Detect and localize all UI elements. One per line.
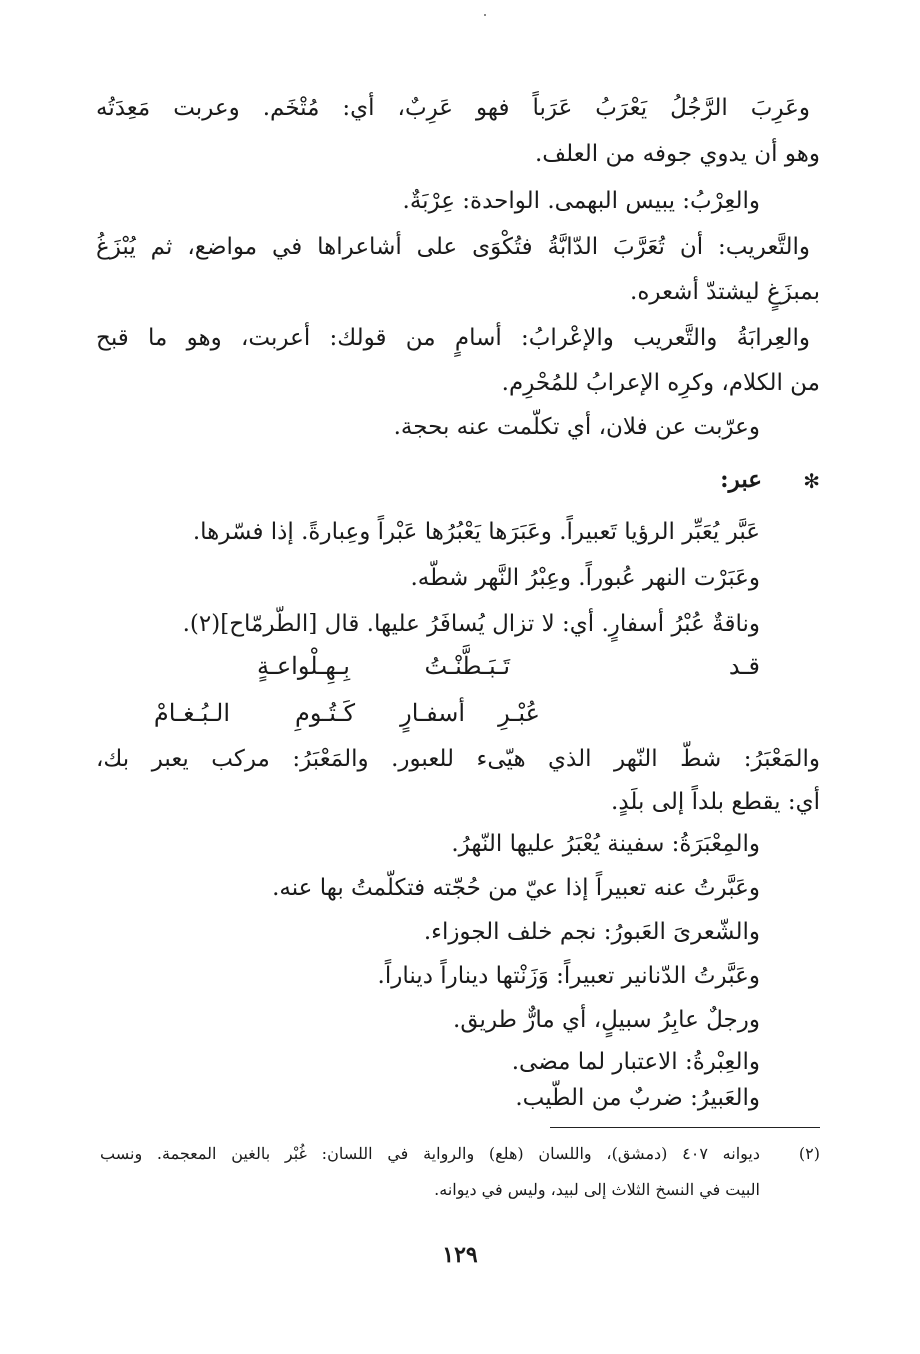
entry1-line-5: بمبزَغٍ ليشتدّ أشعره. — [630, 279, 820, 305]
page-number: ١٢٩ — [442, 1242, 478, 1268]
entry2-line-4: والمَعْبَرُ: شطّ النّهر الذي هيّىء للعبور. والمَعْبَرُ: مركب يعبر بك، — [96, 746, 820, 772]
verse-word: عُبْـرِ — [498, 699, 540, 727]
entry1-line-6: والعِرابَةُ والتَّعريب والإعْرابُ: أسامٍ من قولك: أعربت، وهو ما قبح — [96, 325, 810, 351]
entry1-line-1: وعَرِبَ الرَّجُلُ يَعْرَبُ عَرَباً فهو عَرِبٌ، أي: مُتْخَم. وعربت مَعِدَتُه — [96, 95, 810, 121]
verse-word: قـد — [728, 652, 760, 680]
entry1-line-8: وعرّبت عن فلان، أي تكلّمت عنه بحجة. — [393, 414, 760, 440]
entry1-line-7: من الكلام، وكرِه الإعرابُ للمُحْرِم. — [501, 370, 820, 396]
verse-word: تَـبَـطَّنْـتُ — [424, 652, 510, 680]
entry1-line-2: وهو أن يدوي جوفه من العلف. — [534, 141, 820, 167]
entry2-line-11: والعِبْرةُ: الاعتبار لما مضى. — [511, 1049, 760, 1075]
entry2-line-8: والشّعرىَ العَبورُ: نجم خلف الجوزاء. — [423, 919, 760, 945]
entry-mark-icon: ✻ — [803, 469, 820, 493]
verse-word: كَـتُـومِ — [295, 699, 355, 727]
verse-word: بِـهِـلْواعـةٍ — [256, 652, 350, 680]
entry2-line-3: وناقةٌ عُبْرُ أسفارٍ. أي: لا تزال يُسافَرُ عليها. قال [الطّرمّاح](٢). — [182, 611, 760, 637]
entry2-line-9: وعَبَّرتُ الدّنانير تعبيراً: وَزَنْتها ديناراً ديناراً. — [377, 963, 760, 989]
footnote-line-1: ديوانه ٤٠٧ (دمشق)، واللسان (هلع) والرواية في اللسان: غُبْر بالغين المعجمة. ونسب — [100, 1144, 760, 1163]
entry2-line-6: والمِعْبَرَةُ: سفينة يُعْبَرُ عليها النّهرُ. — [451, 831, 760, 857]
entry2-line-10: ورجلٌ عابِرُ سبيلٍ، أي مارٌّ طريق. — [453, 1007, 760, 1033]
scan-speck — [484, 14, 486, 16]
entry2-line-12: والعَبيرُ: ضربٌ من الطّيب. — [515, 1085, 760, 1111]
entry2-line-5: أي: يقطع بلداً إلى بلَدٍ. — [611, 789, 820, 815]
verse-word: أسفـارٍ — [400, 699, 465, 727]
verse-word: الـبُـغـامْ — [153, 699, 230, 727]
entry2-line-1: عَبَّر يُعَبِّر الرؤيا تَعبيراً. وعَبَرَها يَعْبُرُها عَبْراً وعِبارةً. إذا فسّرها. — [192, 519, 760, 545]
entry2-line-7: وعَبَّرتُ عنه تعبيراً إذا عيّ من حُجّته فتكلّمتُ بها عنه. — [272, 875, 760, 901]
entry1-line-4: والتَّعريب: أن تُعَرَّبَ الدّابَّةُ فتُكْوَى على أشاعراها في مواضع، ثم يُبْزَغُ — [96, 234, 810, 260]
footnote-rule — [550, 1127, 820, 1128]
entry1-line-3: والعِرْبُ: يبيس البهمى. الواحدة: عِرْبَةٌ. — [402, 188, 760, 214]
entry-heading: عبر: — [720, 466, 762, 493]
footnote-marker: (٢) — [798, 1144, 820, 1163]
entry2-line-2: وعَبَرْت النهر عُبوراً. وعِبْرُ النَّهر شطّه. — [410, 565, 760, 591]
footnote-line-2: البيت في النسخ الثلاث إلى لبيد، وليس في ديوانه. — [434, 1180, 760, 1199]
